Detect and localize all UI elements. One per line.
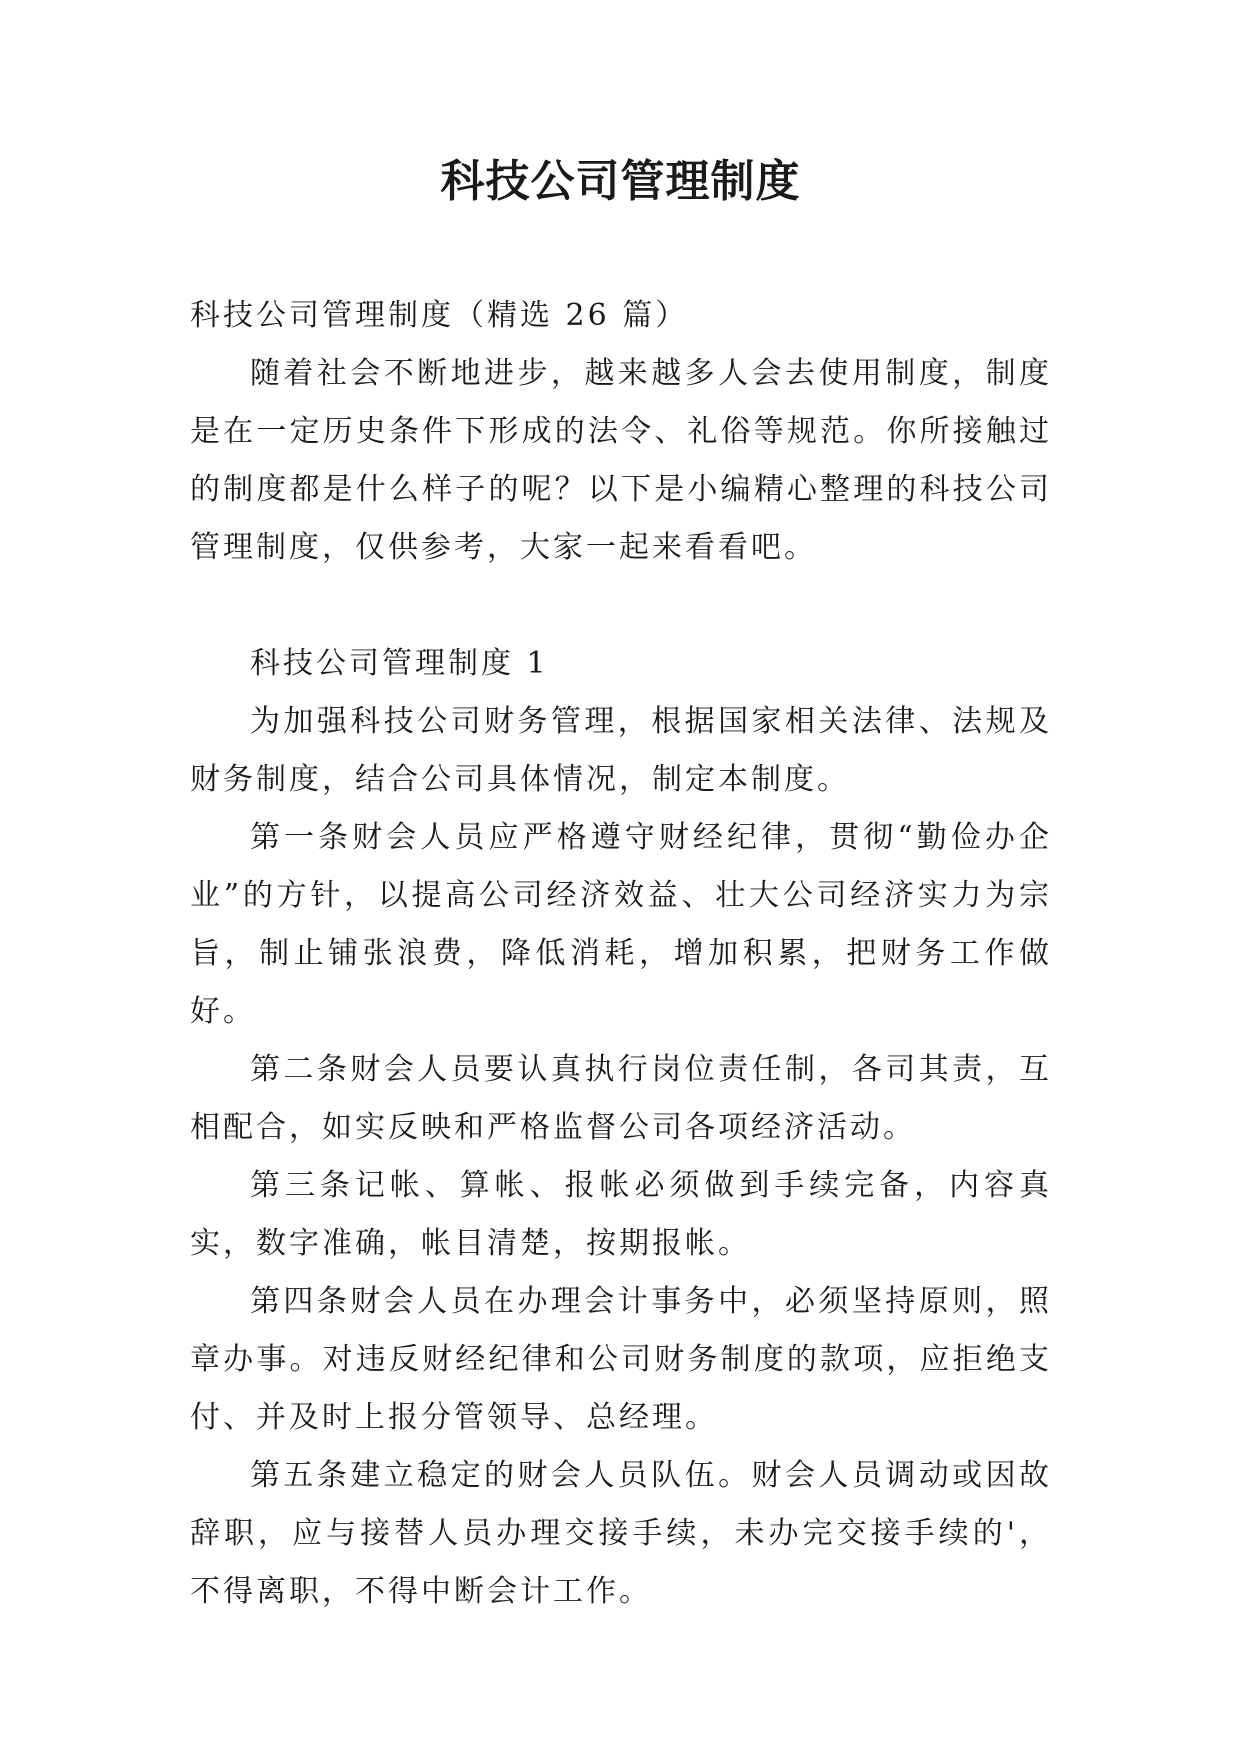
article-paragraph: 第一条财会人员应严格遵守财经纪律，贯彻“勤俭办企业”的方针，以提高公司经济效益、壮大公司经济实力为宗旨，制止铺张浪费，降低消耗，增加积累，把财务工作做好。 [190,820,1052,1029]
document-body [190,287,1052,1621]
section-heading: 科技公司管理制度 1 [250,646,549,681]
article-paragraph: 第二条财会人员要认真执行岗位责任制，各司其责，互相配合，如实反映和严格监督公司各项经济活动。 [190,1052,1052,1145]
article-paragraph: 第五条建立稳定的财会人员队伍。财会人员调动或因故辞职，应与接替人员办理交接手续，未办完交接手续的'，不得离职，不得中断会计工作。 [190,1458,1052,1609]
section-spacer [190,577,1052,635]
document-title: 科技公司管理制度 [440,156,801,207]
intro-paragraph: 随着社会不断地进步，越来越多人会去使用制度，制度是在一定历史条件下形成的法令、礼俗等规范。你所接触过的制度都是什么样子的呢？以下是小编精心整理的科技公司管理制度，仅供参考，大家一起来看看吧。 [190,356,1052,565]
body-paragraph: 为加强科技公司财务管理，根据国家相关法律、法规及财务制度，结合公司具体情况，制定本制度。 [190,704,1052,797]
article-paragraph: 第四条财会人员在办理会计事务中，必须坚持原则，照章办事。对违反财经纪律和公司财务制度的款项，应拒绝支付、并及时上报分管领导、总经理。 [190,1284,1052,1435]
article-paragraph: 第三条记帐、算帐、报帐必须做到手续完备，内容真实，数字准确，帐目清楚，按期报帐。 [190,1168,1052,1261]
document-subtitle: 科技公司管理制度（精选 26 篇） [190,298,689,333]
